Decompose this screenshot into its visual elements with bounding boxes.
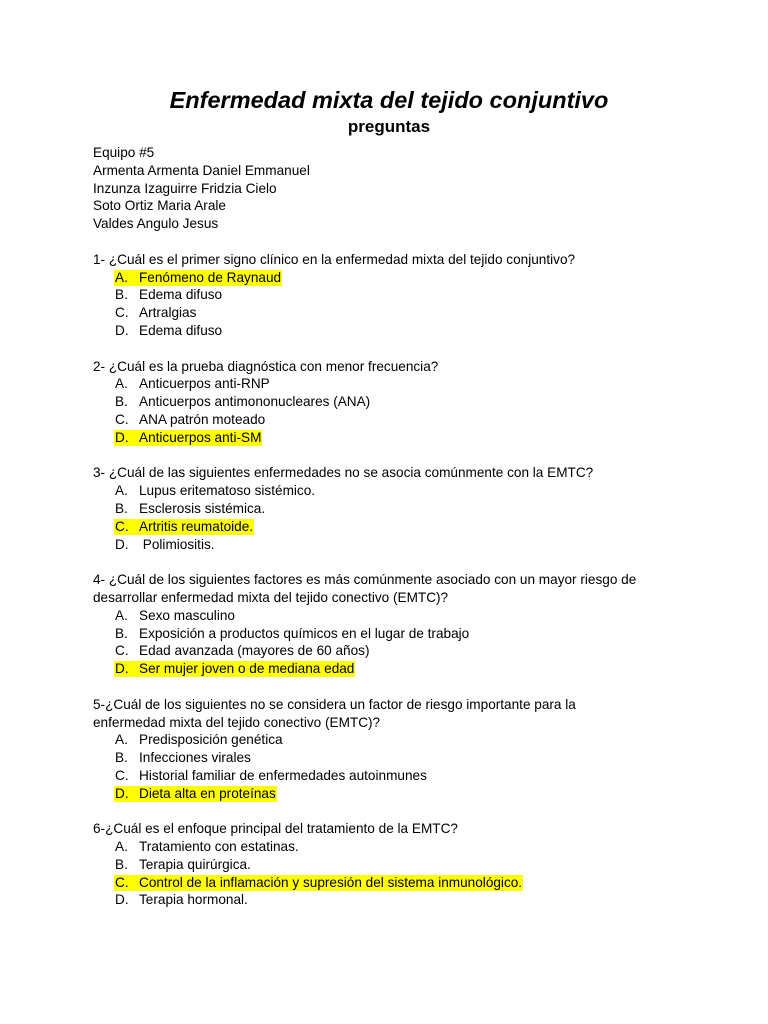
option-letter: C.	[115, 518, 129, 534]
question-text: enfermedad mixta del tejido conectivo (EMTC)?	[93, 714, 381, 730]
answer-option	[93, 731, 693, 749]
question-1	[93, 251, 693, 340]
question-text: desarrollar enfermedad mixta del tejido conectivo (EMTC)?	[93, 589, 449, 605]
question-text: 3- ¿Cuál de las siguientes enfermedades no se asocia comúnmente con la EMTC?	[93, 465, 594, 481]
answer-option-correct	[93, 660, 693, 678]
question-text: 4- ¿Cuál de los siguientes factores es más comúnmente asociado con un mayor riesgo de	[93, 572, 637, 588]
answer-options	[93, 375, 693, 446]
team-member: Inzunza Izaguirre Fridzia Cielo	[93, 180, 277, 196]
option-text: Lupus eritematoso sistémico.	[139, 483, 316, 499]
option-text: Infecciones virales	[139, 750, 251, 766]
option-letter: C.	[115, 643, 129, 659]
document-page	[93, 86, 693, 909]
question-text: 6-¿Cuál es el enfoque principal del tratamiento de la EMTC?	[93, 821, 458, 837]
answer-option	[93, 838, 693, 856]
answer-option-correct	[93, 785, 693, 803]
answer-option-correct	[93, 874, 693, 892]
question-3	[93, 464, 693, 553]
answer-options	[93, 731, 693, 802]
question-text: 5-¿Cuál de los siguientes no se considera un factor de riesgo importante para la	[93, 696, 576, 712]
answer-option-correct	[93, 269, 693, 287]
option-letter: D.	[115, 429, 129, 445]
answer-option	[93, 891, 693, 909]
answer-option	[93, 393, 693, 411]
answer-option	[93, 536, 693, 554]
answer-option	[93, 856, 693, 874]
option-text: Fenómeno de Raynaud	[139, 269, 282, 285]
answer-option	[93, 482, 693, 500]
option-letter: A.	[115, 732, 128, 748]
team-block	[93, 144, 693, 233]
option-letter: A.	[115, 839, 128, 855]
answer-options	[93, 269, 693, 340]
answer-option	[93, 749, 693, 767]
option-letter: D.	[115, 536, 129, 552]
option-letter: C.	[115, 305, 129, 321]
answer-option	[93, 625, 693, 643]
option-letter: C.	[115, 411, 129, 427]
option-letter: A.	[115, 269, 128, 285]
option-letter: B.	[115, 750, 128, 766]
question-4	[93, 571, 693, 678]
team-member: Soto Ortiz Maria Arale	[93, 198, 226, 214]
option-text: Ser mujer joven o de mediana edad	[139, 661, 355, 677]
option-text: Polimiositis.	[139, 536, 215, 552]
question-6	[93, 820, 693, 909]
option-text: Historial familiar de enfermedades autoinmunes	[139, 767, 427, 783]
document-title: Enfermedad mixta del tejido conjuntivo	[169, 87, 609, 113]
option-letter: D.	[115, 785, 129, 801]
answer-option-correct	[93, 429, 693, 447]
option-text: Esclerosis sistémica.	[139, 500, 266, 516]
option-letter: D.	[115, 322, 129, 338]
answer-option	[93, 607, 693, 625]
answer-option	[93, 322, 693, 340]
answer-option	[93, 375, 693, 393]
option-text: Edad avanzada (mayores de 60 años)	[139, 643, 370, 659]
option-text: Anticuerpos anti-RNP	[139, 376, 270, 392]
team-member: Valdes Angulo Jesus	[93, 216, 219, 232]
answer-option	[93, 286, 693, 304]
option-text: Anticuerpos antimononucleares (ANA)	[139, 394, 371, 410]
team-label: Equipo #5	[93, 145, 155, 160]
option-text: Artralgias	[139, 305, 197, 321]
answer-option	[93, 304, 693, 322]
option-text: Terapia hormonal.	[139, 892, 248, 908]
questions-list	[93, 251, 693, 909]
option-text: Exposición a productos químicos en el lugar de trabajo	[139, 625, 470, 641]
answer-option	[93, 500, 693, 518]
option-letter: A.	[115, 376, 128, 392]
option-letter: B.	[115, 625, 128, 641]
option-text: Terapia quirúrgica.	[139, 856, 251, 872]
option-text: Edema difuso	[139, 287, 223, 303]
option-letter: A.	[115, 483, 128, 499]
team-member: Armenta Armenta Daniel Emmanuel	[93, 162, 310, 178]
option-text: Sexo masculino	[139, 607, 235, 623]
option-letter: B.	[115, 287, 128, 303]
answer-option	[93, 642, 693, 660]
option-letter: D.	[115, 892, 129, 908]
option-letter: B.	[115, 856, 128, 872]
option-letter: C.	[115, 767, 129, 783]
answer-options	[93, 838, 693, 909]
answer-options	[93, 482, 693, 553]
option-letter: B.	[115, 394, 128, 410]
option-letter: C.	[115, 874, 129, 890]
option-text: Artritis reumatoide.	[139, 518, 254, 534]
question-text: 1- ¿Cuál es el primer signo clínico en la enfermedad mixta del tejido conjuntivo?	[93, 251, 576, 267]
question-5	[93, 696, 693, 803]
option-text: Control de la inflamación y supresión del sistema inmunológico.	[139, 874, 523, 890]
option-text: Tratamiento con estatinas.	[139, 839, 299, 855]
answer-option-correct	[93, 518, 693, 536]
option-text: Predisposición genética	[139, 732, 283, 748]
option-text: Dieta alta en proteínas	[139, 785, 276, 801]
option-letter: D.	[115, 661, 129, 677]
option-text: Anticuerpos anti-SM	[139, 429, 262, 445]
question-2	[93, 358, 693, 447]
question-text: 2- ¿Cuál es la prueba diagnóstica con menor frecuencia?	[93, 358, 439, 374]
option-text: ANA patrón moteado	[139, 411, 266, 427]
option-text: Edema difuso	[139, 322, 223, 338]
answer-options	[93, 607, 693, 678]
option-letter: A.	[115, 607, 128, 623]
answer-option	[93, 767, 693, 785]
answer-option	[93, 411, 693, 429]
option-letter: B.	[115, 500, 128, 516]
document-subtitle: preguntas	[347, 117, 431, 136]
